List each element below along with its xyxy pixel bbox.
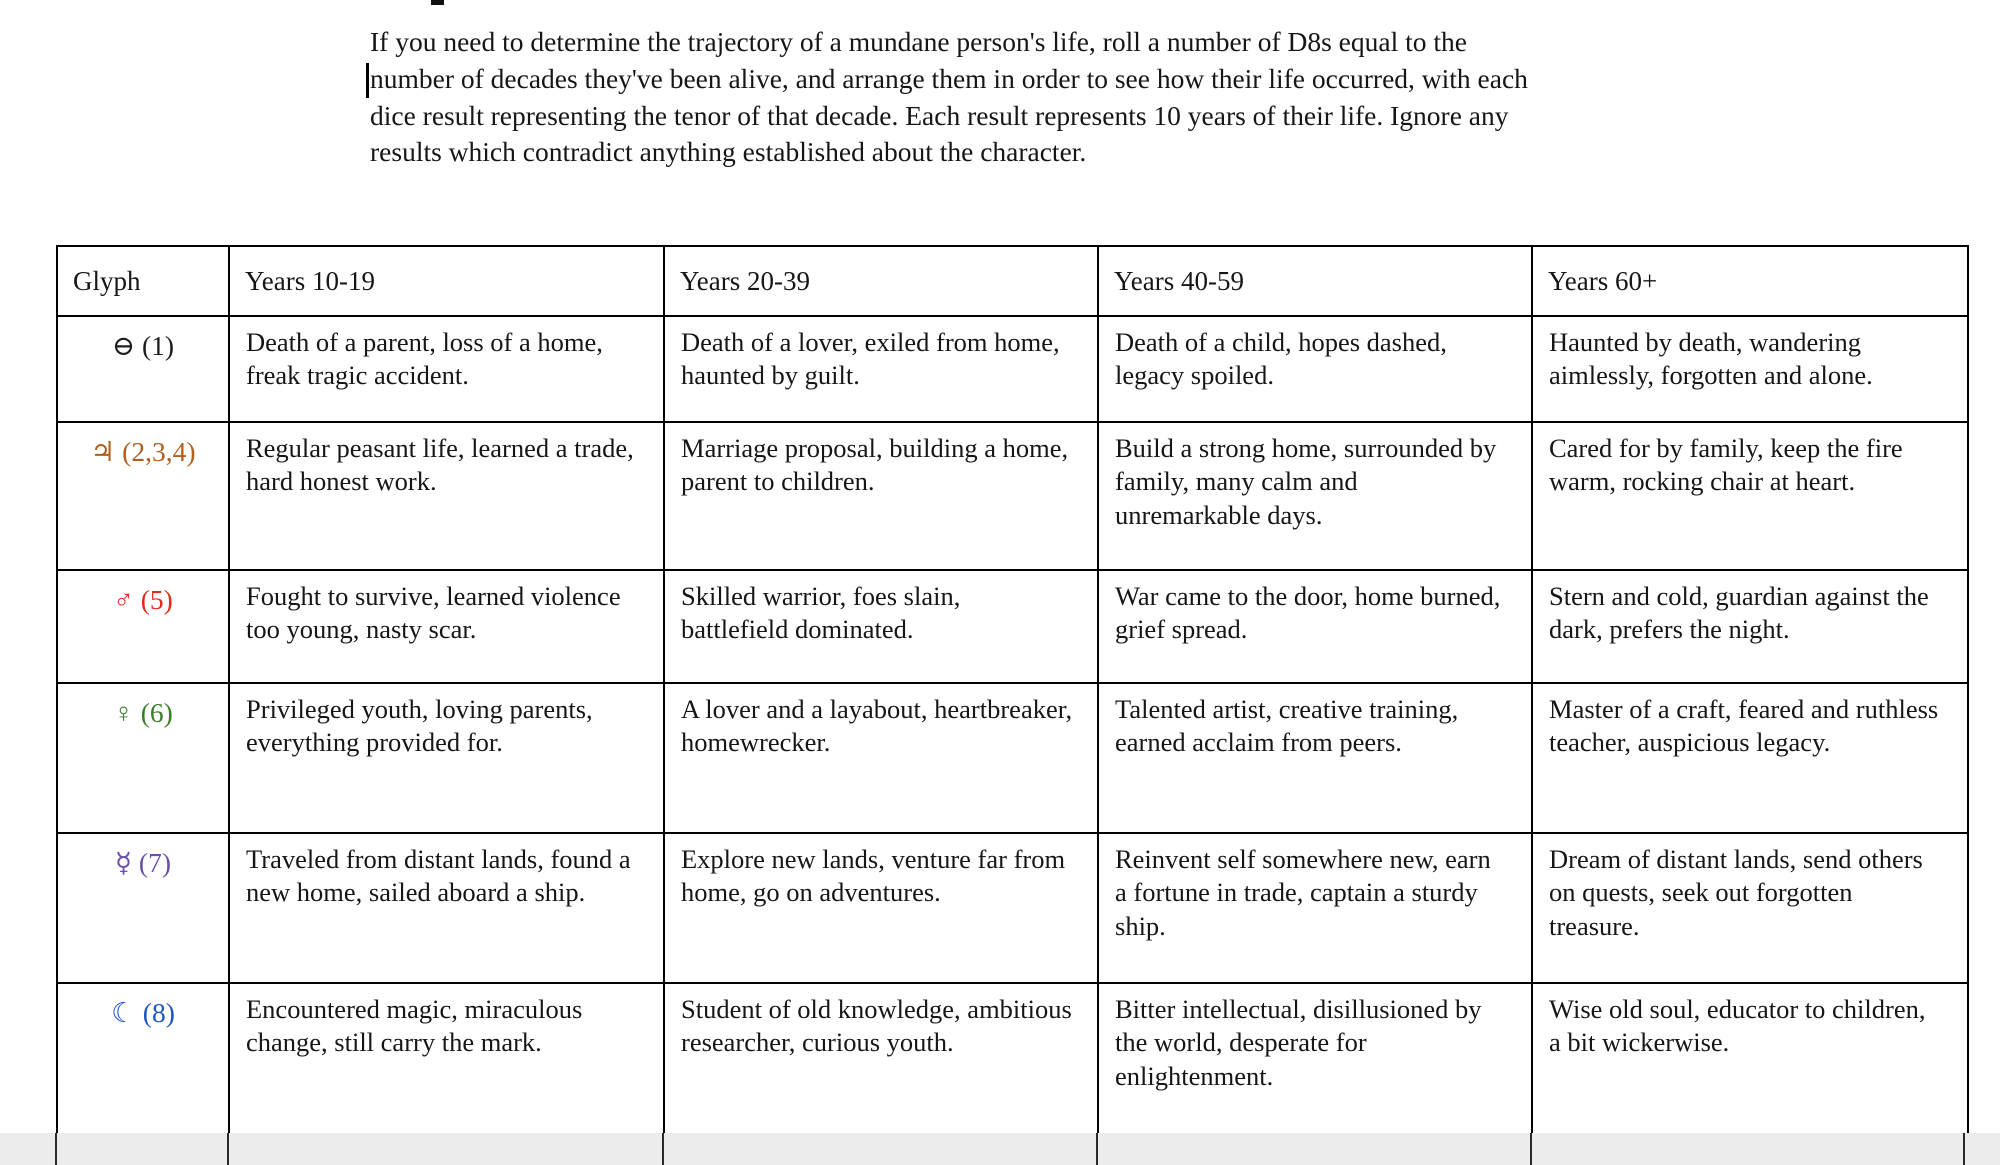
table-cell[interactable]: Death of a parent, loss of a home, freak tragic accident. [229,316,664,422]
table-cell[interactable]: Bitter intellectual, disillusioned by the world, desperate for enlightenment. [1098,983,1532,1134]
table-cell[interactable]: Privileged youth, loving parents, everything provided for. [229,683,664,833]
table-cell[interactable]: Skilled warrior, foes slain, battlefield dominated. [664,570,1098,683]
col-header-years-60plus[interactable]: Years 60+ [1532,246,1968,316]
column-border-stub [55,1133,57,1165]
column-border-stub [1963,1133,1965,1165]
table-cell[interactable]: Haunted by death, wandering aimlessly, forgotten and alone. [1532,316,1968,422]
table-cell[interactable]: Talented artist, creative training, earned acclaim from peers. [1098,683,1532,833]
table-row [57,422,1968,570]
venus-icon: ♀ [113,697,134,728]
table-cell[interactable]: Master of a craft, feared and ruthless teacher, auspicious legacy. [1532,683,1968,833]
table-cell[interactable]: Traveled from distant lands, found a new home, sailed aboard a ship. [229,833,664,983]
circled-minus-icon: ⊖ [111,330,135,361]
table-cell[interactable]: Fought to survive, learned violence too young, nasty scar. [229,570,664,683]
table-row [57,983,1968,1134]
table-cell[interactable]: A lover and a layabout, heartbreaker, homewrecker. [664,683,1098,833]
mars-icon: ♂ [113,584,134,615]
table-cell[interactable]: Marriage proposal, building a home, parent to children. [664,422,1098,570]
col-header-glyph[interactable]: Glyph [57,246,229,316]
paragraph-text: number of decades they've been alive, and arrange them in order to see how their life occurred, with each [370,62,1528,94]
moon-icon: ☾ [111,997,136,1028]
paragraph-line[interactable] [370,24,1700,61]
glyph-cell[interactable] [57,422,229,570]
dice-numbers: (7) [138,847,171,878]
dice-numbers: (1) [141,330,175,361]
glyph-cell[interactable] [57,683,229,833]
paragraph-line[interactable] [370,98,1700,135]
paragraph-text: If you need to determine the trajectory of a mundane person's life, roll a number of D8s equal to the [370,26,1467,57]
dice-numbers: (8) [142,997,175,1028]
paragraph-text: results which contradict anything established about the character. [370,136,1087,168]
dice-numbers: (2,3,4) [122,436,196,467]
table-row [57,570,1968,683]
table-cell[interactable]: Reinvent self somewhere new, earn a fortune in trade, captain a sturdy ship. [1098,833,1532,983]
column-border-stub [1096,1133,1098,1165]
table-row [57,316,1968,422]
table-row [57,833,1968,983]
paragraph-line[interactable] [370,134,1700,171]
paragraph-line[interactable] [370,61,1700,98]
table-cell[interactable]: Cared for by family, keep the fire warm, rocking chair at heart. [1532,422,1968,570]
table-cell[interactable]: Encountered magic, miraculous change, still carry the mark. [229,983,664,1134]
glyph-cell[interactable] [57,570,229,683]
table-cell[interactable]: War came to the door, home burned, grief spread. [1098,570,1532,683]
table-row [57,683,1968,833]
col-header-years-40-59[interactable]: Years 40-59 [1098,246,1532,316]
table-cell[interactable]: Wise old soul, educator to children, a bit wickerwise. [1532,983,1968,1134]
table-cell[interactable]: Dream of distant lands, send others on quests, seek out forgotten treasure. [1532,833,1968,983]
table-cell[interactable]: Death of a child, hopes dashed, legacy spoiled. [1098,316,1532,422]
column-border-stub [1530,1133,1532,1165]
intro-paragraph [370,24,1700,171]
table-cell[interactable]: Stern and cold, guardian against the dark, prefers the night. [1532,570,1968,683]
mercury-icon: ☿ [115,847,132,878]
page-bottom-strip [0,1133,2000,1165]
text-cursor [366,63,369,98]
life-trajectory-table [56,245,1969,1135]
column-border-stub [662,1133,664,1165]
table-cell[interactable]: Death of a lover, exiled from home, haunted by guilt. [664,316,1098,422]
col-header-years-10-19[interactable]: Years 10-19 [229,246,664,316]
jupiter-icon: ♃ [90,436,116,467]
dice-numbers: (5) [140,584,173,615]
cropped-text-fragment [431,0,444,5]
paragraph-text: dice result representing the tenor of that decade. Each result represents 10 years of their life. Ignore any [370,99,1509,131]
column-border-stub [227,1133,229,1165]
table-cell[interactable]: Student of old knowledge, ambitious researcher, curious youth. [664,983,1098,1134]
glyph-cell[interactable] [57,833,229,983]
table-cell[interactable]: Build a strong home, surrounded by family, many calm and unremarkable days. [1098,422,1532,570]
col-header-years-20-39[interactable]: Years 20-39 [664,246,1098,316]
table-cell[interactable]: Explore new lands, venture far from home, go on adventures. [664,833,1098,983]
dice-numbers: (6) [140,697,173,728]
glyph-cell[interactable] [57,983,229,1134]
table-header-row [57,246,1968,316]
glyph-cell[interactable] [57,316,229,422]
table-cell[interactable]: Regular peasant life, learned a trade, hard honest work. [229,422,664,570]
